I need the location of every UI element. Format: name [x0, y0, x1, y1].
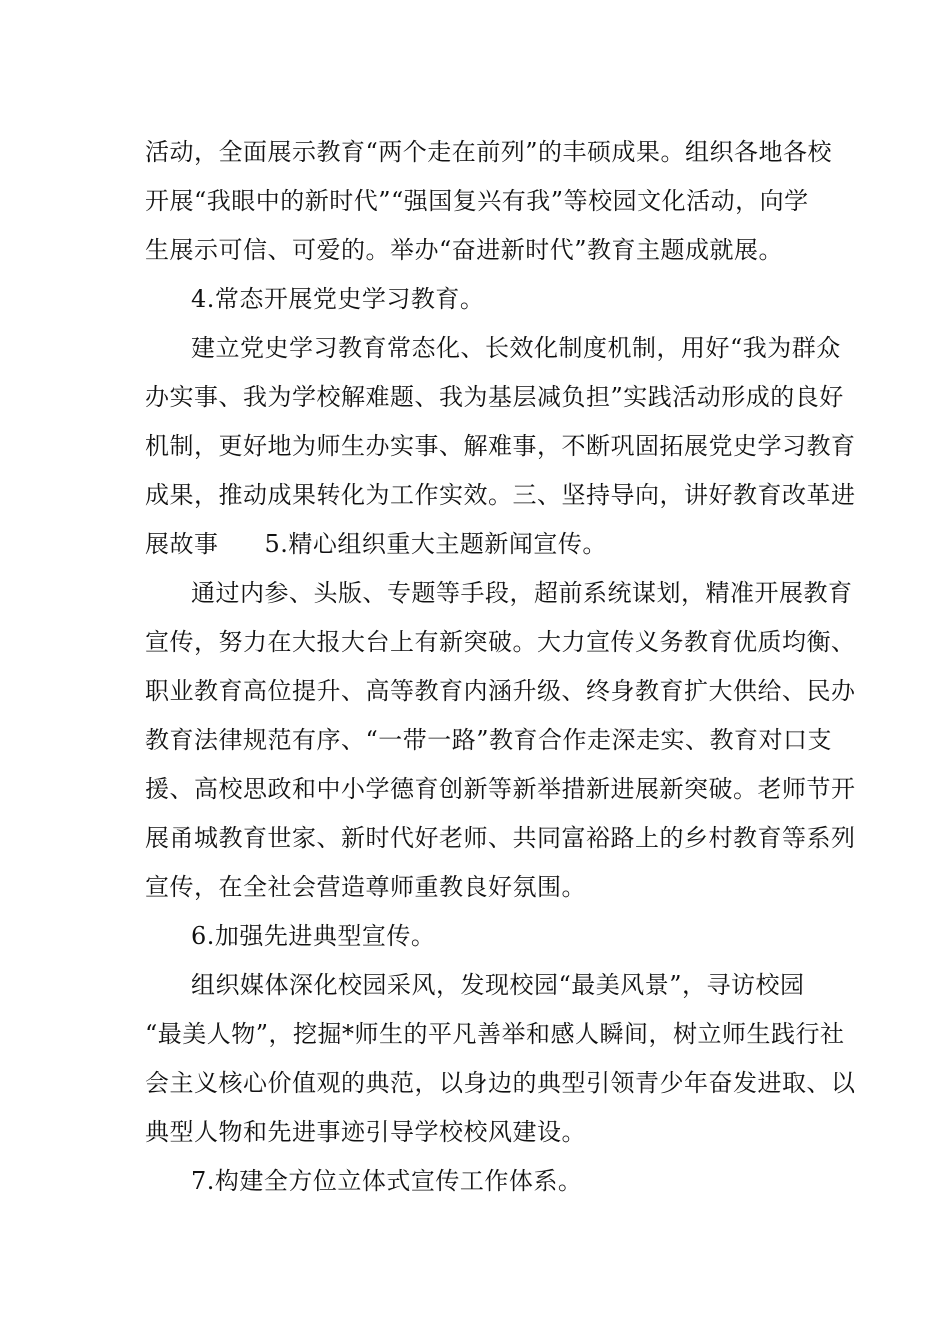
paragraph-5 [145, 569, 856, 912]
text-line: 建立党史学习教育常态化、长效化制度机制，用好“我为群众 [191, 334, 841, 362]
text-line: 生展示可信、可爱的。举办“奋进新时代”教育主题成就展。 [145, 236, 784, 264]
heading-6 [145, 912, 810, 961]
paragraph-6 [145, 961, 856, 1157]
heading-4-text: 4.常态开展党史学习教育。 [191, 285, 485, 313]
text-line: 宣传，努力在大报大台上有新突破。大力宣传义务教育优质均衡、 [145, 628, 856, 656]
heading-5-text: 5.精心组织重大主题新闻宣传。 [264, 530, 607, 558]
text-line: 援、高校思政和中小学德育创新等新举措新进展新突破。老师节开 [145, 775, 856, 803]
text-line: 通过内参、头版、专题等手段，超前系统谋划，精准开展教育 [191, 579, 853, 607]
text-line: “最美人物”，挖掘*师生的平凡善举和感人瞬间，树立师生践行社 [145, 1020, 845, 1048]
text-line: 开展“我眼中的新时代”“强国复兴有我”等校园文化活动，向学 [145, 187, 809, 215]
heading-7 [145, 1157, 810, 1206]
text-line: 成果，推动成果转化为工作实效。三、坚持导向，讲好教育改革进 [145, 481, 856, 509]
text-line: 会主义核心价值观的典范，以身边的典型引领青少年奋发进取、以 [145, 1069, 856, 1097]
heading-7-text: 7.构建全方位立体式宣传工作体系。 [191, 1167, 583, 1195]
text-line: 组织媒体深化校园采风，发现校园“最美风景”，寻访校园 [191, 971, 805, 999]
document-body [145, 128, 856, 1206]
text-line: 宣传，在全社会营造尊师重教良好氛围。 [145, 873, 586, 901]
text-fragment: 展故事 [145, 530, 219, 558]
text-line: 办实事、我为学校解难题、我为基层减负担”实践活动形成的良好 [145, 383, 844, 411]
text-line: 教育法律规范有序、“一带一路”教育合作走深走实、教育对口支 [145, 726, 833, 754]
text-line: 典型人物和先进事迹引导学校校风建设。 [145, 1118, 586, 1146]
text-line: 机制，更好地为师生办实事、解难事，不断巩固拓展党史学习教育 [145, 432, 856, 460]
mixed-line [145, 520, 810, 569]
paragraph-4 [145, 324, 856, 569]
text-line: 展甬城教育世家、新时代好老师、共同富裕路上的乡村教育等系列 [145, 824, 856, 852]
paragraph-continuation [145, 128, 833, 275]
text-line: 活动，全面展示教育“两个走在前列”的丰硕成果。组织各地各校 [145, 138, 833, 166]
heading-6-text: 6.加强先进典型宣传。 [191, 922, 436, 950]
text-line: 职业教育高位提升、高等教育内涵升级、终身教育扩大供给、民办 [145, 677, 856, 705]
heading-4 [145, 275, 810, 324]
